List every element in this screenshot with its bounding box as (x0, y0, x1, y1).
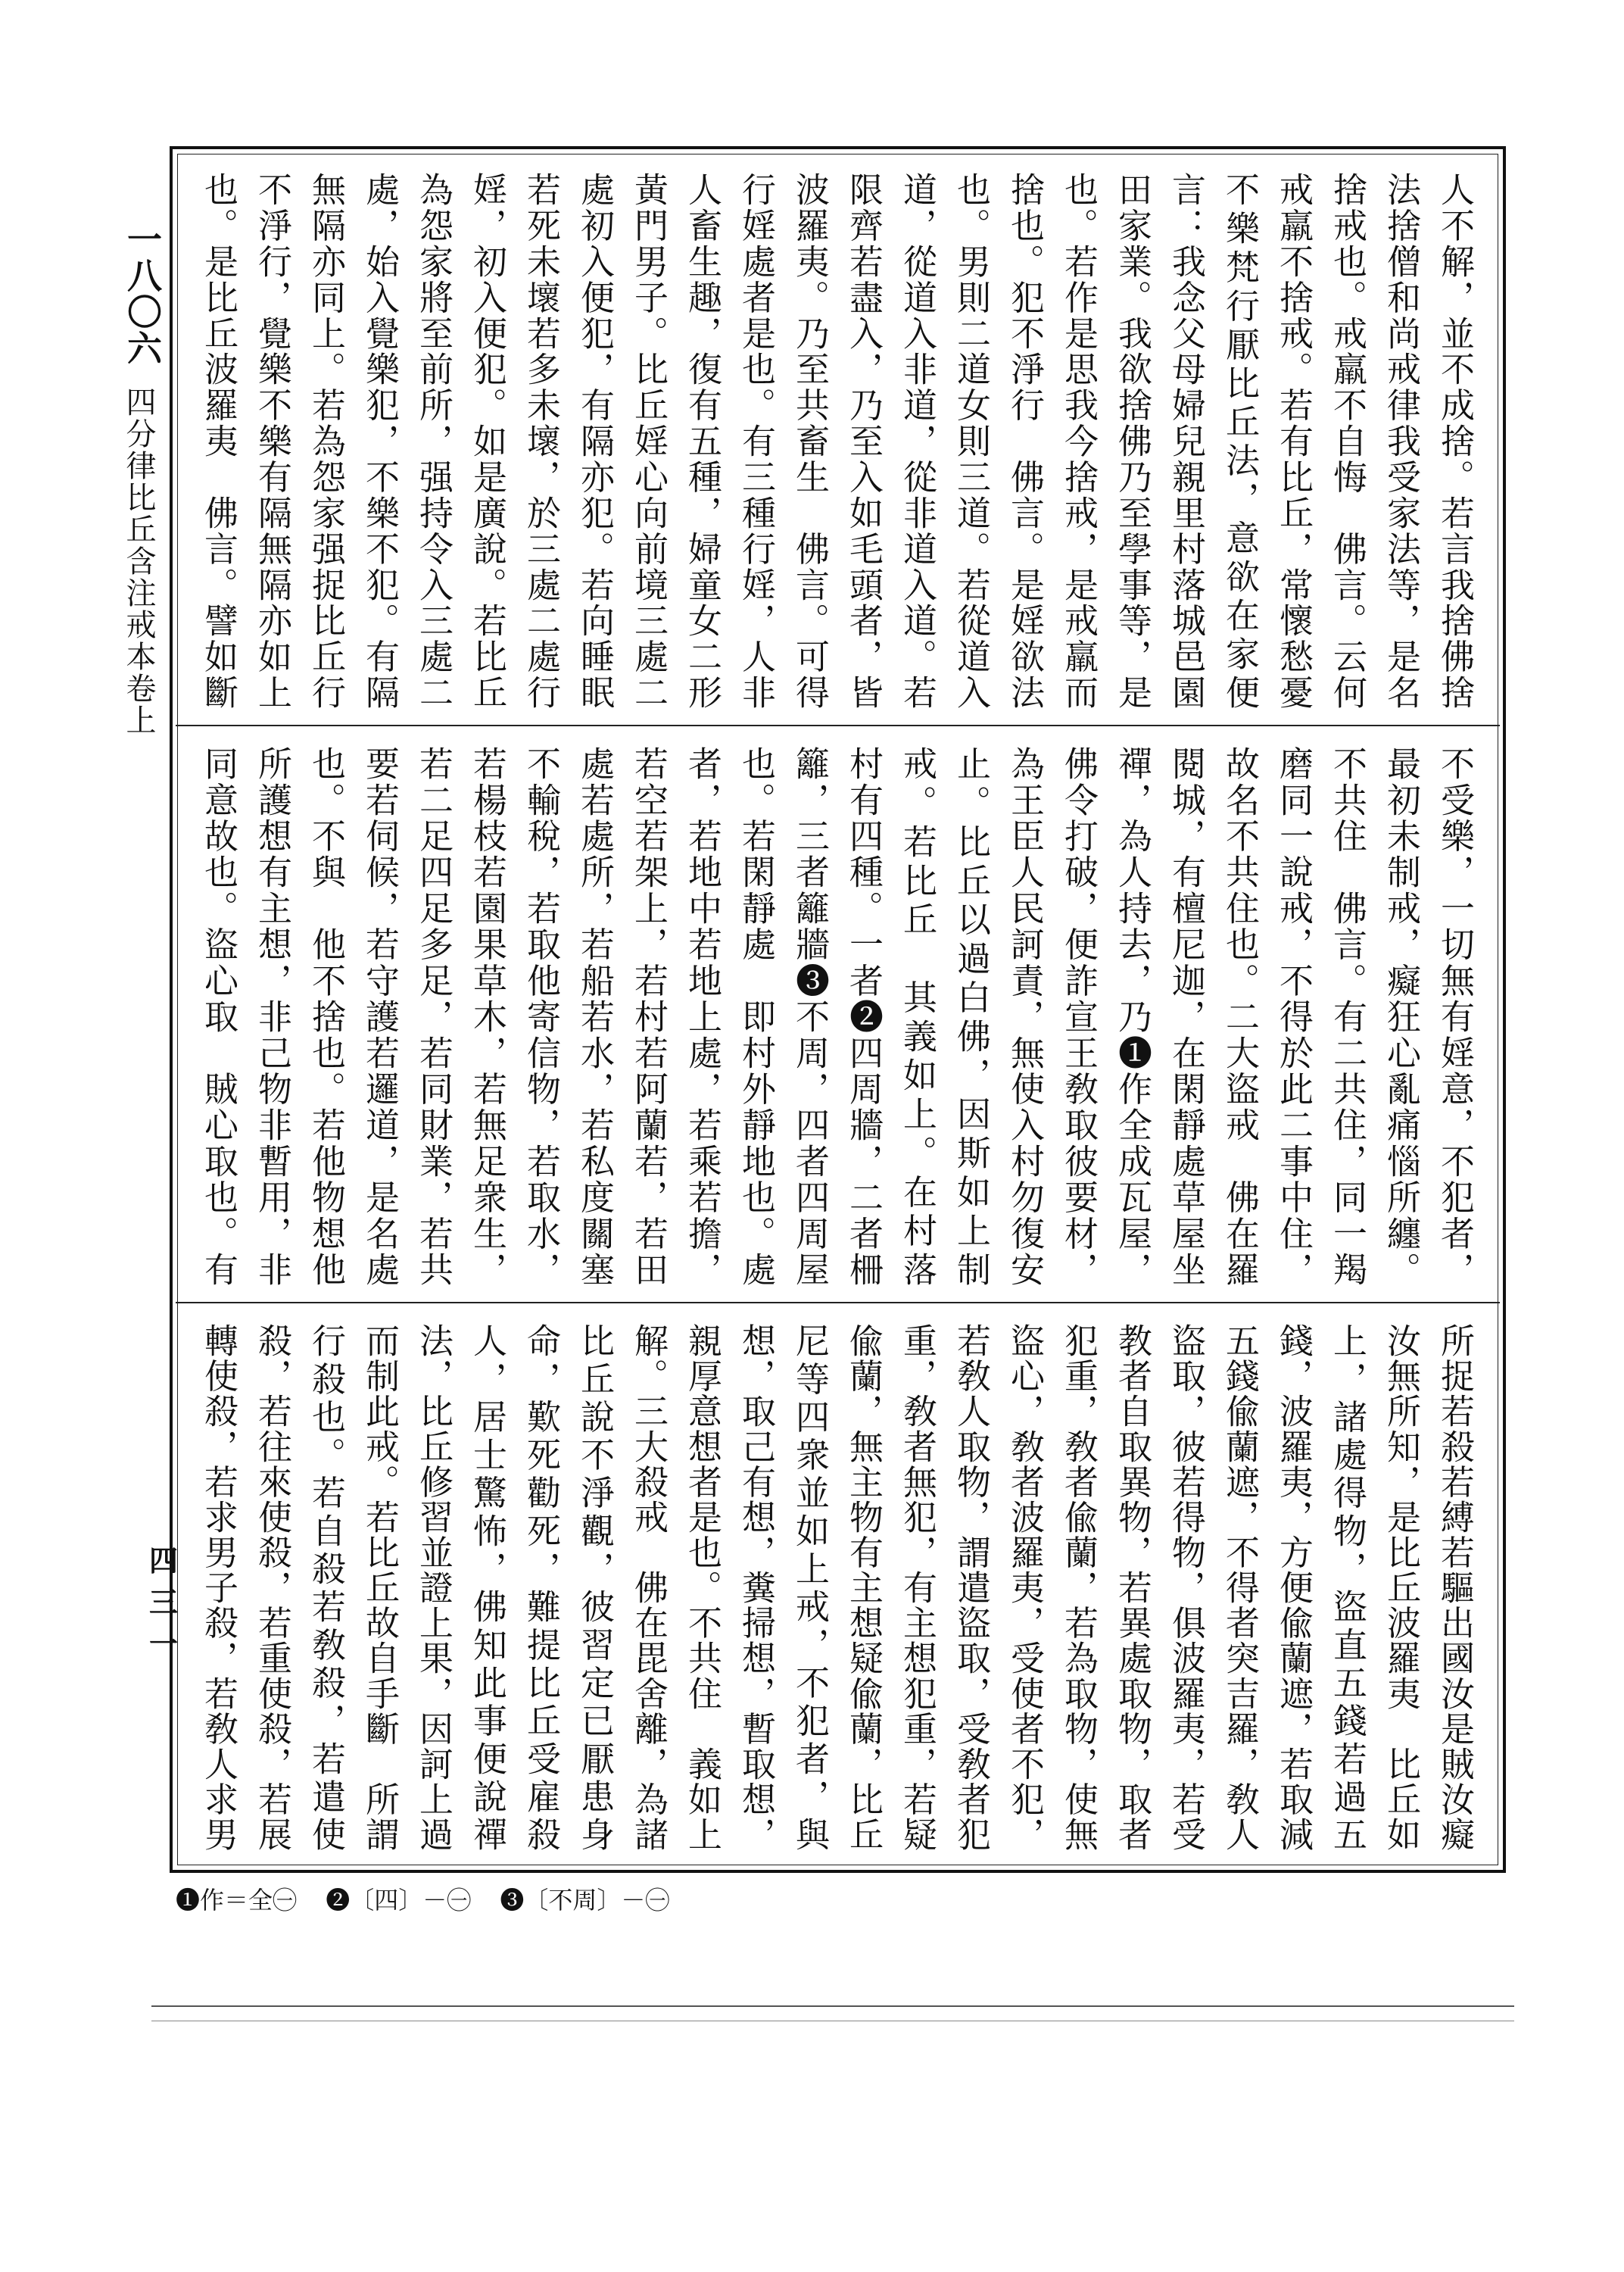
footnote: ❷〔四〕－㊀ (326, 1886, 472, 1915)
register-top (176, 152, 1500, 725)
register-top-text: 人不解，並不成捨。若言我捨佛捨法捨僧和尚戒律我受家法等，是名捨戒也。戒羸不自悔 佛言。云何戒羸不捨戒。若有比丘，常懷愁憂不樂梵行厭比丘法，意欲在家便言：我念父母婦兒親里村落城邑園田家業。我欲捨佛乃至學事等，是也。若作是思我今捨戒，是戒羸而捨也。犯不淨行 佛言。是婬欲法也。男則二道女則三道。若從道入道，從道入非道，從非道入道。若限齊若盡入，乃至入如毛頭者，皆波羅夷。乃至共畜生 佛言。可得行婬處者是也。有三種行婬，人非人畜生趣，復有五種，婦童女二形黃門男子。比丘婬心向前境三處二處初入便犯，有隔亦犯。若向睡眠若死未壞若多未壞，於三處二處行婬，初入便犯。如是廣說。若比丘為怨家將至前所，强持令入三處二處，始入覺樂犯，不樂不犯。有隔無隔亦同上。若為怨家强捉比丘行不淨行，覺樂不樂有隔無隔亦如上也。是比丘波羅夷 佛言。譬如斷 (198, 172, 1475, 710)
register-middle (176, 725, 1500, 1302)
page-number: 一八〇六 (122, 221, 163, 367)
footnote: ❸〔不周〕－㊀ (500, 1886, 670, 1915)
bottom-rule (151, 2005, 1514, 2007)
footnotes (176, 1881, 690, 1916)
register-bottom-text: 所捉若殺若縛若驅出國汝是賊汝癡汝無所知，是比丘波羅夷 比丘如上，諸處得物，盜直五錢若過五錢，波羅夷，方便偸蘭遮，若取減五錢偸蘭遮，不得者突吉羅，敎人盜取，彼若得物，俱波羅夷，若受教者自取異物，若異處取物，取者犯重，敎者偸蘭，若為取物，使無盜心，敎者波羅夷，受使者不犯，若敎人取物，謂遣盜取，受敎者犯重，敎者無犯，有主想犯重，若疑偸蘭，無主物有主想疑偸蘭，比丘尼等四衆並如上戒，不犯者，與想，取己有想，糞掃想，暫取想，親厚意想者是也。不共住 義如上解。三大殺戒 佛在毘舍離，為諸比丘說不淨觀，彼習定已厭患身命，歎死勸死，難提比丘受雇殺人，居士驚怖，佛知此事便說禪法，比丘修習並證上果，因訶上過而制此戒。若比丘故自手斷 所謂行殺也。若自殺若敎殺，若遣使殺，若往來使殺，若重使殺，若展轉使殺，若求男子殺，若敎人求男 (198, 1323, 1475, 1852)
footnote: ❶作＝全㊀ (176, 1886, 298, 1915)
register-middle-text: 不受樂，一切無有婬意，不犯者，最初未制戒，癡狂心亂痛惱所纏。不共住 佛言。有二共住，同一羯磨同一說戒，不得於此二事中住，故名不共住也。二大盜戒 佛在羅閱城，有檀尼迦，在閑靜處草屋坐禪，為人持去，乃❶作全成瓦屋，佛令打破，便詐宣王敎取彼要材，為王臣人民訶責，無使入村勿復安止。比丘以過白佛，因斯如上制戒。若比丘 其義如上。在村落 村有四種。一者❷四周牆，二者柵籬，三者籬牆❸不周，四者四周屋也。若閑靜處 即村外靜地也。處者，若地中若地上處，若乘若擔，若空若架上，若村若阿蘭若，若田處若處所，若船若水，若私度關塞不輸稅，若取他寄信物，若取水，若楊枝若園果草木，若無足衆生，若二足四足多足，若同財業，若共要若伺候，若守護若邏道，是名處也。不與 他不捨也。若他物想他所護想有主想，非己物非暫用，非同意故也。盜心取 賊心取也。有 (198, 746, 1475, 1287)
register-bottom (176, 1302, 1500, 1867)
folio-number: 四三一 (148, 1543, 178, 1661)
running-title: 四分律比丘含注戒本卷上 (121, 386, 156, 736)
